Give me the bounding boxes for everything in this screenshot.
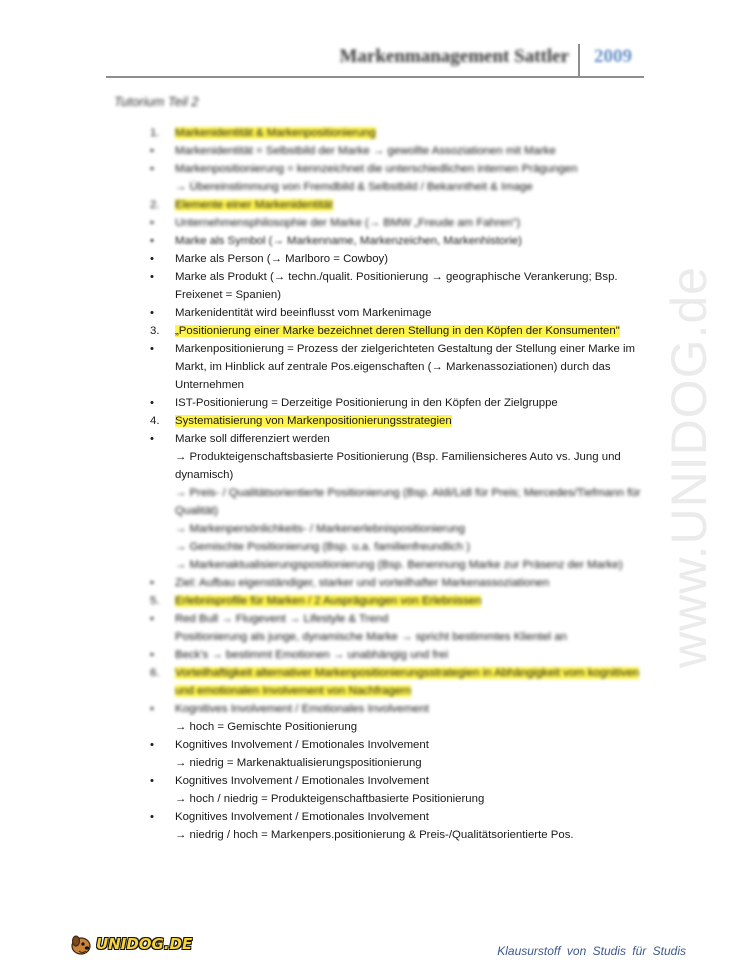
header-year: 2009 (594, 46, 632, 67)
section-heading (150, 664, 650, 700)
section-heading (150, 196, 650, 214)
bullet-marker: • (150, 253, 154, 265)
section-heading-text: „Positionierung einer Marke bezeichnet deren Stellung in den Köpfen der Konsumenten" (175, 325, 620, 337)
list-item-text: Beck's → bestimmt Emotionen → unabhängig und frei (175, 649, 449, 661)
list-item (150, 142, 650, 160)
bullet-marker: • (150, 307, 154, 319)
bullet-marker: • (150, 397, 154, 409)
section-number: 5. (150, 595, 160, 607)
bullet-marker: • (150, 811, 154, 823)
logo-text: UNIDOG.DE (96, 935, 193, 953)
bullet-marker: • (150, 577, 154, 589)
list-item-text: Kognitives Involvement / Emotionales Involvement (175, 811, 429, 823)
list-item (150, 160, 650, 178)
list-item-subline: → Markenaktualisierungspositionierung (Bsp. Benennung Marke zur Präsenz der Marke) (175, 559, 623, 571)
section-heading (150, 412, 650, 430)
list-item (150, 736, 650, 754)
list-item (150, 268, 650, 304)
list-item (150, 610, 650, 628)
section-number: 3. (150, 325, 160, 337)
unidog-logo (68, 930, 193, 960)
bullet-marker: • (150, 703, 154, 715)
bullet-marker: • (150, 271, 154, 283)
list-item (150, 304, 650, 322)
header-separator (578, 44, 580, 76)
list-item-subline: → hoch / niedrig = Produkteigenschaftbasierte Positionierung (175, 793, 485, 805)
bullet-marker: • (150, 163, 154, 175)
section-heading (150, 322, 650, 340)
list-item (150, 340, 650, 394)
list-item-subline: → Gemischte Positionierung (Bsp. u.a. familienfreundlich ) (175, 541, 471, 553)
header-title: Markenmanagement Sattler (339, 46, 569, 67)
footer-tagline: Klausurstoff von Studis für Studis (497, 944, 686, 958)
list-item (150, 700, 650, 718)
list-item-text: Ziel: Aufbau eigenständiger, starker und vorteilhafter Markenassoziationen (175, 577, 550, 589)
bullet-marker: • (150, 739, 154, 751)
list-item-text: Markenidentität = Selbstbild der Marke → gewollte Assoziationen mit Marke (175, 145, 556, 157)
list-item-subline: → Produkteigenschaftsbasierte Positionierung (Bsp. Familiensicheres Auto vs. Jung und dynamisch) (175, 451, 621, 481)
list-item (150, 232, 650, 250)
list-item-subline: Positionierung als junge, dynamische Marke → spricht bestimmtes Klientel an (175, 631, 567, 643)
header-rule (106, 76, 644, 78)
list-item-text: Marke als Person (→ Marlboro = Cowboy) (175, 253, 389, 265)
list-item-subline: → niedrig = Markenaktualisierungspositionierung (175, 757, 422, 769)
bullet-marker: • (150, 775, 154, 787)
bullet-marker: • (150, 235, 154, 247)
list-item-subline: → Preis- / Qualitätsorientierte Positionierung (Bsp. Aldi/Lidl für Preis; Mercedes/Tiefmann für Qualität) (175, 487, 641, 517)
bullet-marker: • (150, 613, 154, 625)
section-heading-text: Systematisierung von Markenpositionierungsstrategien (175, 415, 452, 427)
list-item (150, 250, 650, 268)
section-number: 4. (150, 415, 160, 427)
list-item-text: Marke als Symbol (→ Markenname, Markenzeichen, Markenhistorie) (175, 235, 522, 247)
list-item-text: Markenpositionierung = kennzeichnet die unterschiedlichen internen Prägungen (175, 163, 578, 175)
bullet-marker: • (150, 649, 154, 661)
dog-icon (68, 930, 96, 958)
bullet-marker: • (150, 217, 154, 229)
list-item-subline: → Übereinstimmung von Fremdbild & Selbstbild / Bekanntheit & Image (175, 181, 533, 193)
section-heading (150, 592, 650, 610)
list-item-text: Markenidentität wird beeinflusst vom Markenimage (175, 307, 432, 319)
list-item-text: Markenpositionierung = Prozess der zielgerichteten Gestaltung der Stellung einer Marke im Markt, im Hinblick auf zentrale Pos.eigenschaften (→ Markenassoziationen) durch das Unternehmen (175, 343, 635, 391)
section-heading-text: Vorteilhaftigkeit alternativer Markenpositionierungsstrategien in Abhängigkeit vom kognitiven und emotionalen Involvement von Nachfragern (175, 667, 640, 697)
section-heading-text: Elemente einer Markenidentität (175, 199, 333, 211)
watermark: www.UNIDOG.de (661, 266, 717, 668)
bullet-marker: • (150, 433, 154, 445)
list-item-text: Marke als Produkt (→ techn./qualit. Positionierung → geographische Verankerung; Bsp. Freixenet = Spanien) (175, 271, 618, 301)
list-item (150, 808, 650, 826)
list-item-subline: → niedrig / hoch = Markenpers.positionierung & Preis-/Qualitätsorientierte Pos. (175, 829, 574, 841)
list-item-subline: → hoch = Gemischte Positionierung (175, 721, 358, 733)
section-number: 1. (150, 127, 160, 139)
section-heading-text: Markenidentität & Markenpositionierung (175, 127, 376, 139)
list-item-text: Red Bull → Flugevent → Lifestyle & Trend (175, 613, 389, 625)
list-item-text: IST-Positionierung = Derzeitige Positionierung in den Köpfen der Zielgruppe (175, 397, 558, 409)
list-item (150, 394, 650, 412)
list-item (150, 430, 650, 448)
list-item (150, 772, 650, 790)
list-item-text: Kognitives Involvement / Emotionales Involvement (175, 775, 429, 787)
document-subtitle: Tutorium Teil 2 (114, 94, 199, 109)
section-heading (150, 124, 650, 142)
section-heading-text: Erlebnisprofile für Marken / 2 Ausprägungen von Erlebnissen (175, 595, 482, 607)
bullet-marker: • (150, 145, 154, 157)
page-header (106, 44, 644, 78)
list-item-text: Marke soll differenziert werden (175, 433, 330, 445)
list-item-subline: → Markenpersönlichkeits- / Markenerlebnispositionierung (175, 523, 465, 535)
outline-list (150, 124, 650, 844)
bullet-marker: • (150, 343, 154, 355)
list-item (150, 646, 650, 664)
section-number: 2. (150, 199, 160, 211)
list-item-text: Kognitives Involvement / Emotionales Involvement (175, 703, 429, 715)
section-number: 6. (150, 667, 160, 679)
list-item (150, 574, 650, 592)
list-item (150, 214, 650, 232)
list-item-text: Unternehmensphilosophie der Marke (→ BMW „Freude am Fahren") (175, 217, 521, 229)
list-item-text: Kognitives Involvement / Emotionales Involvement (175, 739, 429, 751)
